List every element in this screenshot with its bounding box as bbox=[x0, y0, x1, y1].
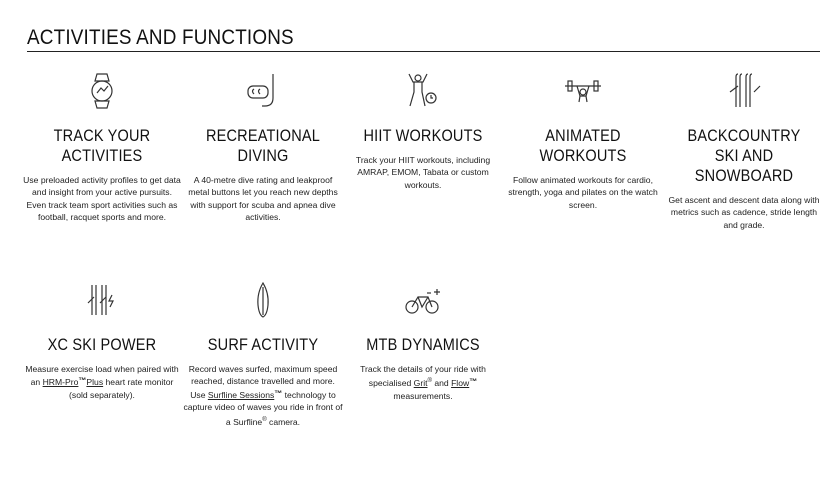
card-description: Track your HIIT workouts, including AMRAP, EMOM, Tabata or custom workouts. bbox=[355, 155, 491, 190]
diving-mask-icon bbox=[183, 72, 343, 112]
trademark-mark: ™ bbox=[78, 376, 87, 386]
card-heading: XC SKI POWER bbox=[47, 336, 157, 354]
surfline-sessions-link[interactable]: Surfline Sessions bbox=[207, 389, 275, 400]
card-backcountry-ski bbox=[664, 72, 824, 231]
card-heading: BACKCOUNTRY SKI AND SNOWBOARD bbox=[687, 127, 801, 185]
trademark-mark: ™ bbox=[469, 377, 478, 387]
desc-text: camera. bbox=[266, 416, 301, 427]
card-hiit-workouts bbox=[343, 72, 503, 191]
section-title: ACTIVITIES AND FUNCTIONS bbox=[27, 26, 294, 49]
card-heading: RECREATIONAL DIVING bbox=[205, 127, 320, 165]
card-animated-workouts bbox=[503, 72, 663, 211]
card-surf-activity bbox=[183, 281, 343, 428]
plus-link[interactable]: Plus bbox=[86, 377, 104, 388]
xc-ski-power-icon bbox=[22, 281, 182, 321]
barbell-icon bbox=[503, 72, 663, 112]
card-description bbox=[183, 363, 343, 428]
card-description: A 40-metre dive rating and leakproof metal buttons let you reach new depths with support for scuba and apnea dive activities. bbox=[188, 175, 338, 223]
hiit-icon bbox=[343, 72, 503, 112]
desc-text: technology to capture video of waves you ride in front of a Surfline bbox=[183, 389, 343, 427]
trademark-mark: ™ bbox=[274, 388, 283, 398]
card-heading: MTB DYNAMICS bbox=[366, 336, 480, 354]
desc-text: Track the details of your ride with specialised bbox=[360, 364, 486, 389]
card-heading: TRACK YOUR ACTIVITIES bbox=[53, 127, 151, 165]
desc-text: Measure exercise load when paired with an bbox=[25, 364, 179, 388]
card-heading: SURF ACTIVITY bbox=[207, 336, 319, 354]
desc-text: heart rate monitor (sold separately). bbox=[69, 377, 174, 400]
mountain-bike-icon bbox=[343, 281, 503, 321]
hrm-pro-link[interactable]: HRM-Pro bbox=[42, 377, 79, 388]
card-description: Use preloaded activity profiles to get data and insight from your active pursuits. Even track team sport activities such as football, racquet sports and more. bbox=[23, 175, 181, 223]
surfboard-icon bbox=[183, 281, 343, 321]
card-description bbox=[22, 363, 182, 401]
desc-text: and bbox=[431, 378, 452, 389]
desc-text: measurements. bbox=[393, 390, 453, 401]
card-description: Follow animated workouts for cardio, strength, yoga and pilates on the watch screen. bbox=[508, 175, 658, 210]
grit-link[interactable]: Grit bbox=[413, 378, 428, 389]
card-heading: ANIMATED WORKOUTS bbox=[539, 127, 627, 165]
registered-mark: ® bbox=[262, 416, 267, 423]
card-heading: HIIT WORKOUTS bbox=[363, 127, 483, 145]
ski-icon bbox=[664, 72, 824, 112]
watch-icon bbox=[22, 72, 182, 112]
card-description bbox=[343, 363, 503, 402]
card-recreational-diving bbox=[183, 72, 343, 224]
desc-text: Record waves surfed, maximum speed reached, distance travelled and more. Use bbox=[188, 364, 338, 400]
card-xc-ski-power bbox=[22, 281, 182, 401]
card-track-activities bbox=[22, 72, 182, 224]
card-mtb-dynamics bbox=[343, 281, 503, 402]
flow-link[interactable]: Flow bbox=[451, 378, 470, 389]
title-divider bbox=[27, 51, 820, 52]
card-description: Get ascent and descent data along with metrics such as cadence, stride length and grade. bbox=[668, 195, 820, 230]
registered-mark: ® bbox=[427, 378, 432, 385]
